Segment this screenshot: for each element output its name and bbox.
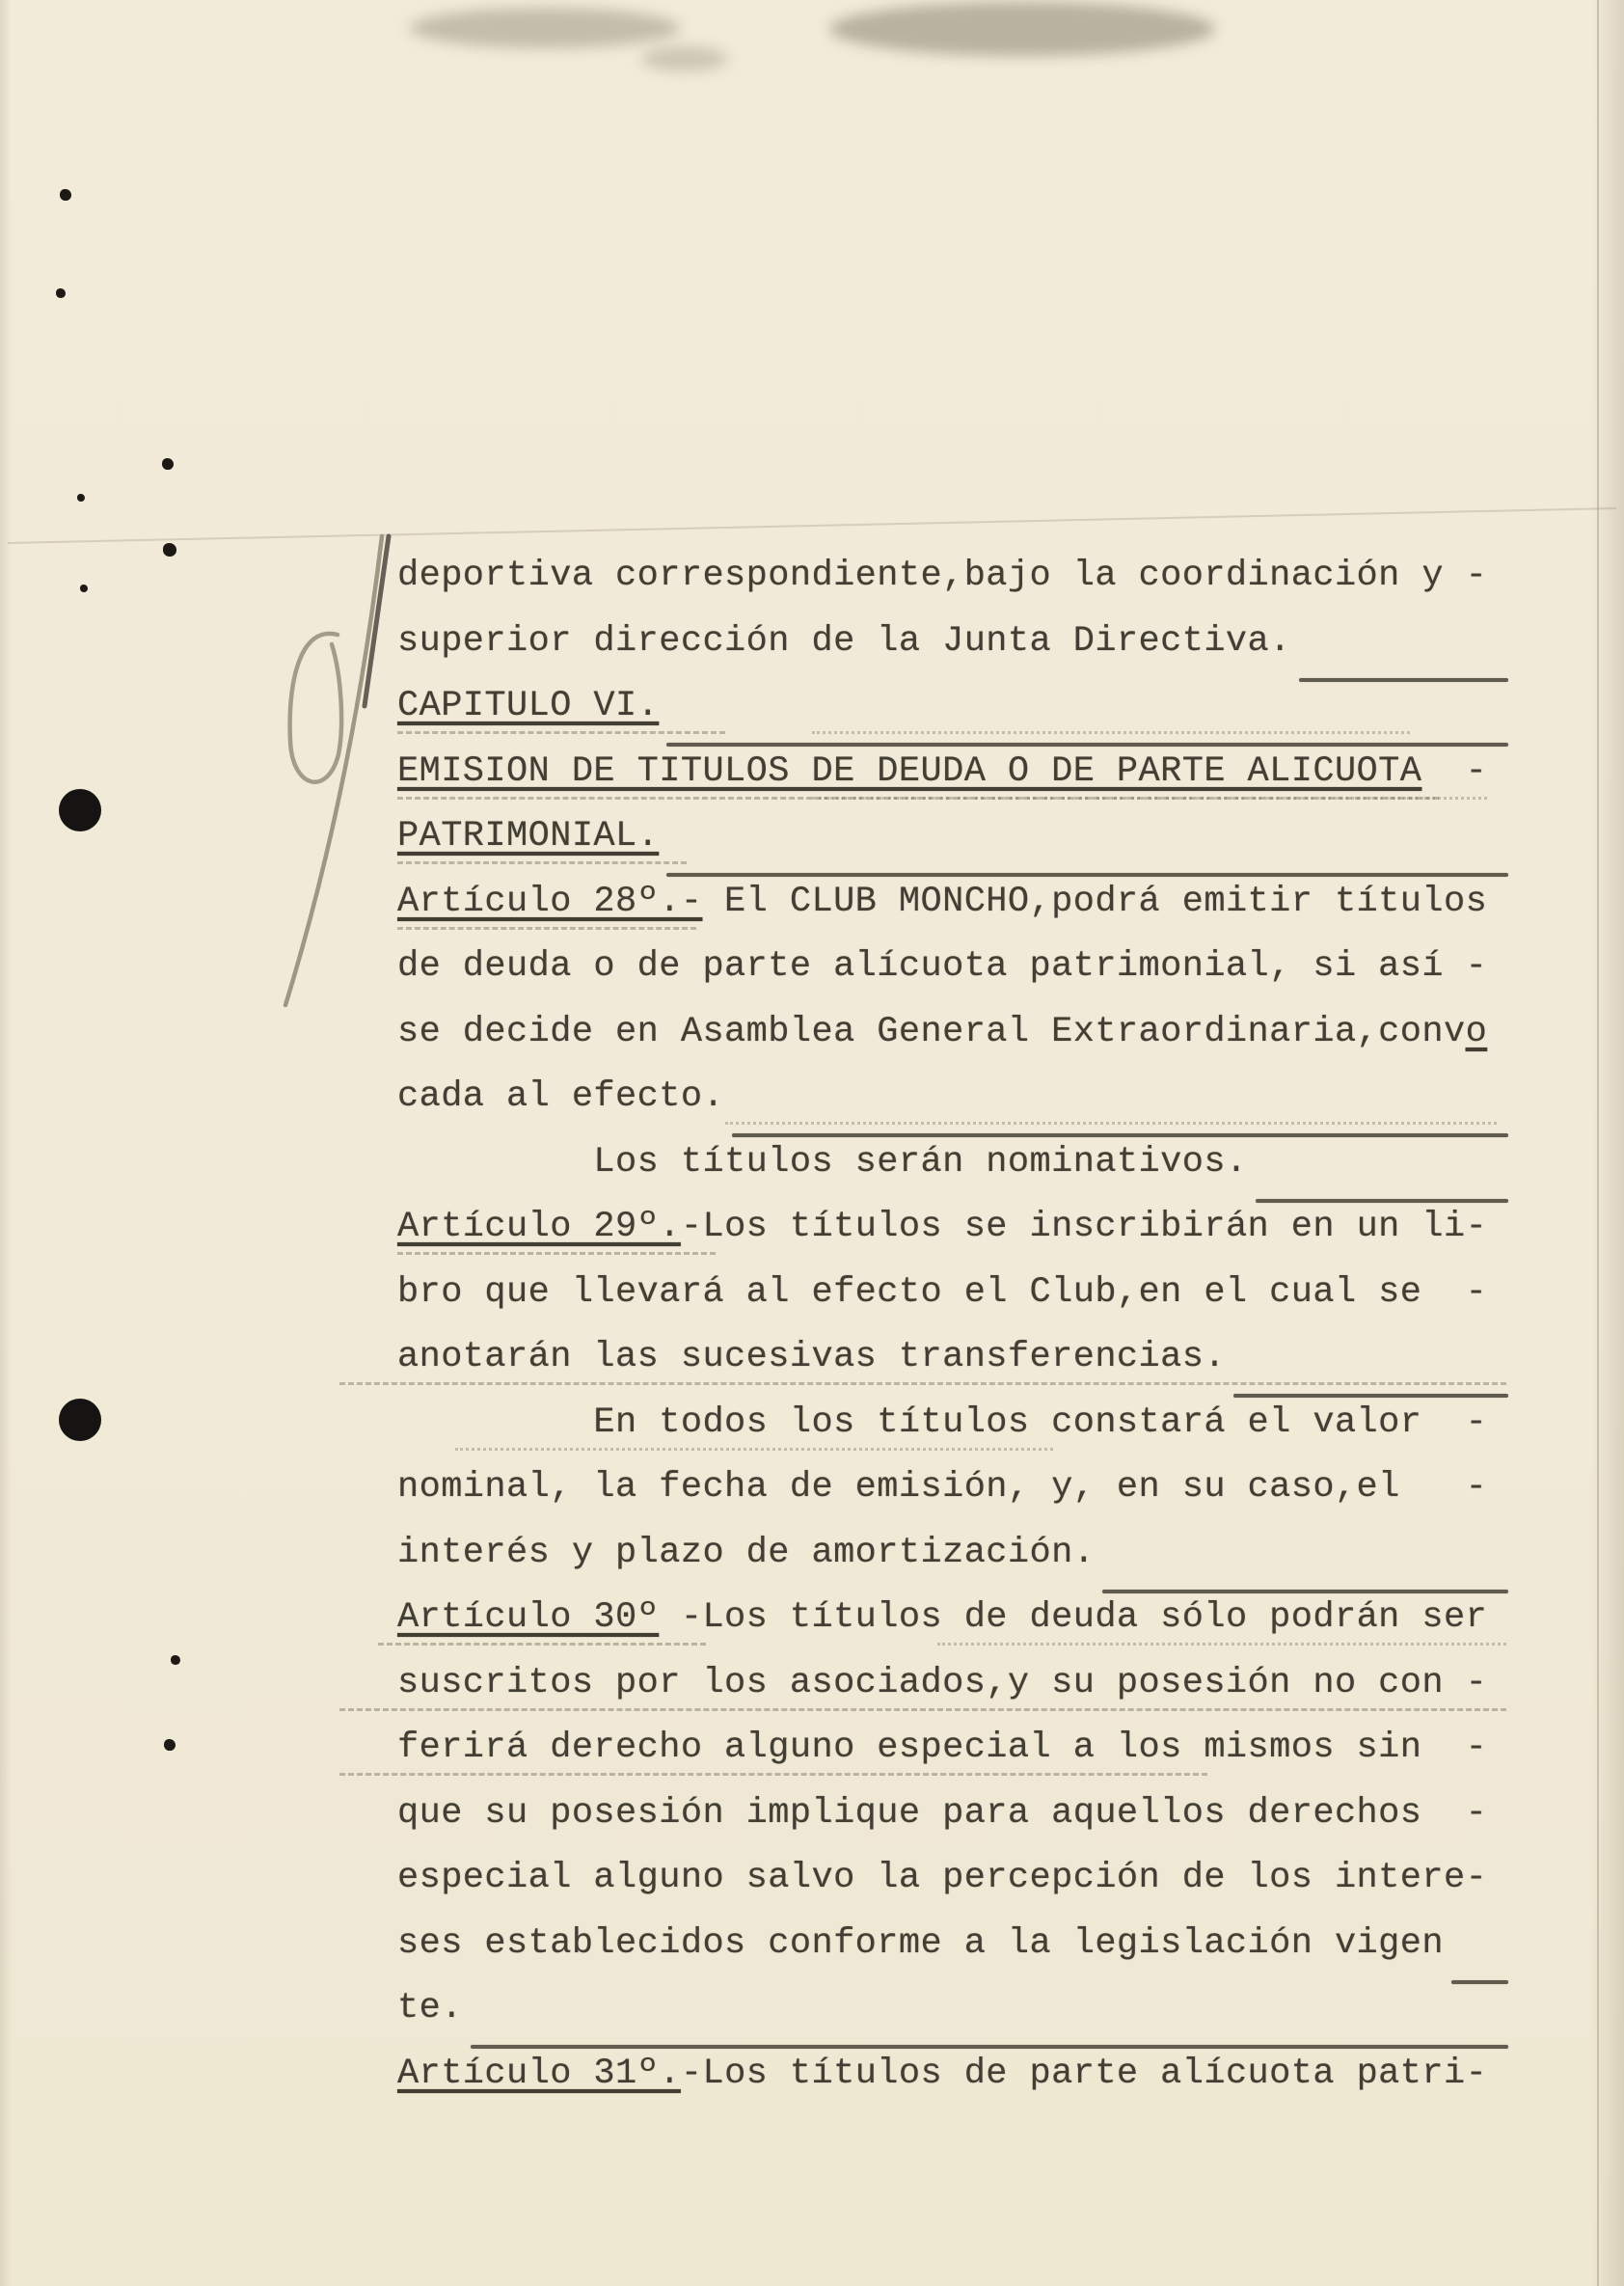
document-line [397,1782,1508,1847]
document-text-segment: -Los títulos se inscribirán en un li- [680,1207,1488,1247]
document-text-segment: EMISION DE TITULOS DE DEUDA O DE PARTE ALICUOTA [397,750,1422,792]
ghost-impression-line [455,1448,1053,1451]
document-text-segment: Artículo 30º [397,1597,660,1638]
document-line [397,1716,1508,1782]
document-text-segment: suscritos por los asociados,y su posesión no con - [397,1662,1488,1703]
document-text-segment: anotarán las sucesivas transferencias. [397,1337,1226,1377]
document-text-segment: -Los títulos de deuda sólo podrán ser [659,1597,1488,1638]
ink-speck [164,1739,176,1751]
document-text-segment: En todos los títulos constará el valor - [397,1402,1488,1443]
ink-speck [80,585,88,592]
document-line [397,1586,1508,1651]
document-line [397,1391,1508,1456]
document-line [397,870,1508,936]
ghost-impression-line [812,797,1487,800]
document-text-segment: te. [397,1988,463,2028]
ghost-impression-line [812,731,1410,734]
document-line [397,1846,1508,1912]
ghost-impression-line [397,731,725,734]
document-line [397,1325,1508,1391]
document-text-segment: - [1421,750,1488,792]
ghost-impression-line [339,1708,1506,1711]
document-line [397,935,1508,1000]
document-text-segment: PATRIMONIAL. [397,816,660,857]
document-text-segment: de deuda o de parte alícuota patrimonial, si así - [397,946,1488,987]
document-text-segment: o [1465,1011,1488,1052]
document-text-segment: superior dirección de la Junta Directiva. [397,620,1291,662]
ink-speck [171,1655,180,1665]
document-line [397,1130,1508,1196]
ink-speck [60,189,71,201]
document-line [397,1651,1508,1717]
document-text-segment: cada al efecto. [397,1076,725,1117]
pencil-flourish-loop [290,634,341,782]
ink-speck [163,543,176,557]
document-text-segment: nominal, la fecha de emisión, y, en su caso,el - [397,1467,1488,1508]
document-line [397,1521,1508,1587]
ink-speck [162,458,174,470]
document-line [397,1261,1508,1326]
document-line [397,1195,1508,1261]
document-text-segment: CAPITULO VI. [397,686,660,726]
document-text-segment: bro que llevará al efecto el Club,en el cual se - [397,1271,1488,1313]
document-line [397,1000,1508,1066]
document-line [397,1912,1508,1977]
ghost-impression-line [397,861,687,864]
document-text-segment: El CLUB MONCHO,podrá emitir títulos [702,881,1488,922]
document-line [397,740,1508,805]
document-line [397,610,1508,675]
document-line [397,804,1508,870]
ghost-impression-line [397,927,696,930]
document-line [397,1976,1508,2042]
document-line [397,2042,1508,2108]
document-line [397,544,1508,610]
hole-punch-mark [59,1399,101,1441]
document-text-segment: -Los títulos de parte alícuota patri- [680,2053,1488,2094]
document-line [397,1456,1508,1521]
document-text-segment: que su posesión implique para aquellos derechos - [397,1792,1488,1834]
document-text-segment: Artículo 29º. [397,1207,681,1247]
document-text-segment: Los títulos serán nominativos. [397,1141,1248,1183]
document-text-segment: especial alguno salvo la percepción de los intere- [397,1858,1488,1898]
document-line [397,1065,1508,1130]
ghost-impression-line [397,1252,716,1255]
crease-line [8,508,1616,543]
document-text-segment: ses establecidos conforme a la legislación vigen [397,1922,1444,1964]
ghost-impression-line [339,1773,1207,1776]
document-text-segment: deportiva correspondiente,bajo la coordinación y - [397,556,1488,596]
document-text-segment: ferirá derecho alguno especial a los mismos sin - [397,1728,1488,1768]
ghost-impression-line [937,1643,1506,1646]
hole-punch-mark [59,789,101,831]
document-text-segment: interés y plazo de amortización. [397,1532,1096,1573]
ghost-impression-line [725,1122,1497,1125]
document-text-segment: Artículo 28º.- [397,881,703,922]
ink-speck [56,288,66,298]
ink-speck [77,494,85,502]
ghost-impression-line [339,1382,1506,1385]
document-text-segment: Artículo 31º. [397,2053,681,2094]
document-line [397,674,1508,740]
document-text [397,544,1508,2107]
document-text-segment: se decide en Asamblea General Extraordinaria,conv [397,1011,1466,1052]
ghost-impression-line [378,1643,706,1646]
